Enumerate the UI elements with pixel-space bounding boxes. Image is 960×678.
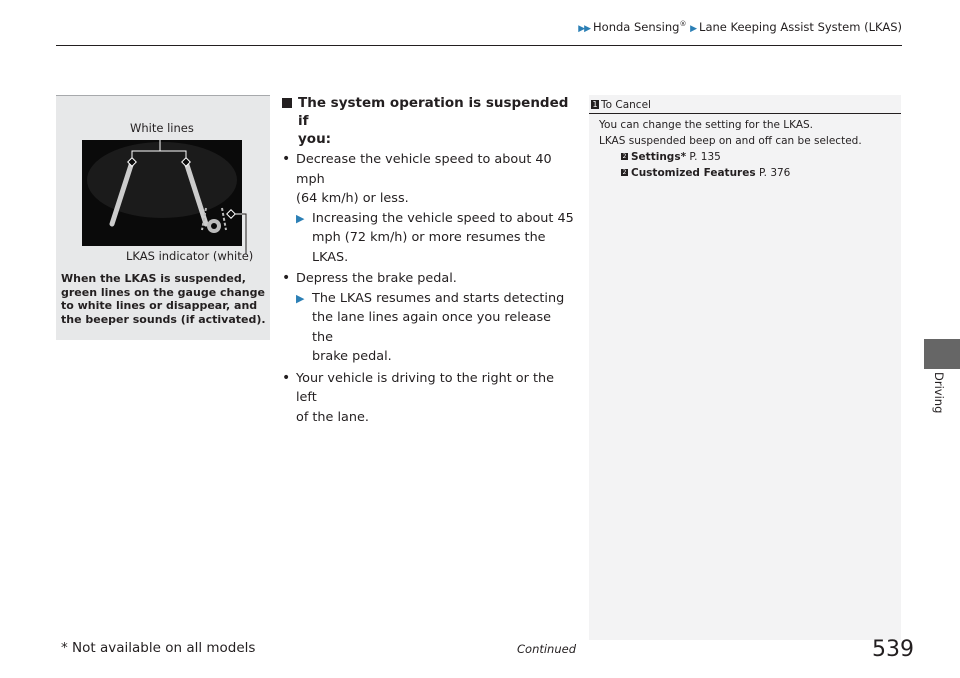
note-number-icon: 1 bbox=[592, 100, 598, 109]
sub-list-item: ▶ Increasing the vehicle speed to about 45 mph (72 km/h) or more resumes the LKAS. bbox=[282, 209, 574, 268]
page-number: 539 bbox=[872, 637, 914, 662]
figure-label-white-lines: White lines bbox=[130, 121, 194, 135]
figure-label-lkas-indicator: LKAS indicator (white) bbox=[126, 249, 254, 263]
main-content bbox=[282, 94, 574, 427]
breadcrumb-item-lkas[interactable]: Lane Keeping Assist System (LKAS) bbox=[699, 20, 902, 34]
section-heading: The system operation is suspended if you: bbox=[282, 94, 574, 148]
triangle-bullet-icon: ▶ bbox=[296, 211, 305, 225]
section-tab-marker[interactable] bbox=[924, 339, 960, 369]
sub-list-item: ▶ The LKAS resumes and starts detecting the lane lines again once you release the brake pedal. bbox=[282, 289, 574, 367]
reference-link-customized-features[interactable]: 2 Customized Features P. 376 bbox=[622, 167, 791, 179]
notes-body: You can change the setting for the LKAS. LKAS suspended beep on and off can be selected. 2 Settings* P. 135 2 Customized Features P. 376 bbox=[599, 117, 895, 181]
section-tab-label: Driving bbox=[932, 372, 946, 414]
notes-panel bbox=[589, 95, 901, 640]
triangle-bullet-icon: ▶ bbox=[296, 291, 305, 305]
lkas-gauge-illustration bbox=[82, 140, 242, 246]
bullet-icon: • bbox=[282, 270, 291, 286]
continued-label: Continued bbox=[517, 642, 577, 656]
breadcrumb-arrow-icon: ▶▶ bbox=[578, 24, 591, 34]
notes-title: To Cancel bbox=[601, 99, 651, 111]
breadcrumb-arrow-icon: ▶ bbox=[690, 24, 697, 34]
bullet-icon: • bbox=[282, 369, 291, 386]
list-item: • Depress the brake pedal. bbox=[282, 269, 574, 289]
cross-reference-icon: 2 bbox=[622, 153, 627, 160]
notes-title-bar bbox=[589, 97, 901, 114]
footnote: * Not available on all models bbox=[61, 640, 256, 656]
figure-caption: When the LKAS is suspended, green lines on the gauge change to white lines or disappear, and the beeper sounds (if activated). bbox=[61, 272, 266, 326]
reference-link-settings[interactable]: 2 Settings* P. 135 bbox=[622, 151, 721, 163]
indicator-callout-line bbox=[240, 210, 250, 254]
cross-reference-icon: 2 bbox=[622, 169, 627, 176]
breadcrumb bbox=[578, 20, 902, 34]
bullet-icon: • bbox=[282, 151, 291, 167]
registered-mark: ® bbox=[679, 20, 687, 29]
breadcrumb-item-honda-sensing[interactable]: Honda Sensing bbox=[593, 20, 680, 34]
list-item: • Decrease the vehicle speed to about 40 mph (64 km/h) or less. bbox=[282, 150, 574, 209]
header-divider bbox=[56, 45, 902, 46]
list-item: • Your vehicle is driving to the right or the left of the lane. bbox=[282, 369, 574, 428]
heading-square-icon bbox=[282, 98, 292, 108]
